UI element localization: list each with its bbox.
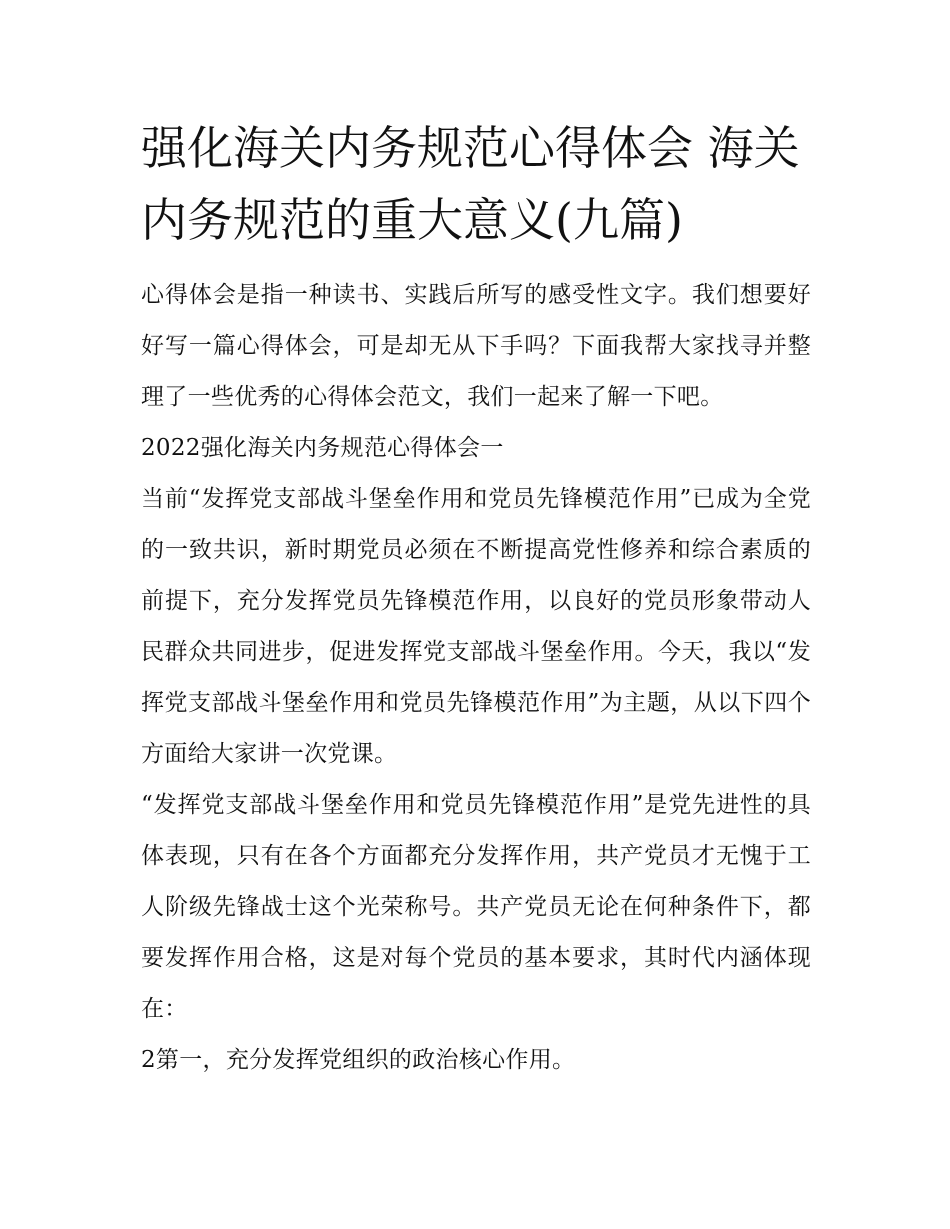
section-heading: 2022强化海关内务规范心得体会一	[141, 435, 504, 461]
body-paragraph-1: 当前“发挥党支部战斗堡垒作用和党员先锋模范作用”已成为全党的一致共识，新时期党员必须在不断提高党性修养和综合素质的前提下，充分发挥党员先锋模范作用，以良好的党员形象带动人民群众共同进步，促进发挥党支部战斗堡垒作用。今天，我以“发挥党支部战斗堡垒作用和党员先锋模范作用”为主题，从以下四个方面给大家讲一次党课。	[141, 486, 811, 767]
document-title: 强化海关内务规范心得体会 海关内务规范的重大意义(九篇)	[141, 121, 800, 247]
intro-paragraph: 心得体会是指一种读书、实践后所写的感受性文字。我们想要好好写一篇心得体会，可是却无从下手吗？下面我帮大家找寻并整理了一些优秀的心得体会范文，我们一起来了解一下吧。	[141, 282, 811, 410]
body-paragraph-2: “发挥党支部战斗堡垒作用和党员先锋模范作用”是党先进性的具体表现，只有在各个方面都充分发挥作用，共产党员才无愧于工人阶级先锋战士这个光荣称号。共产党员无论在何种条件下，都要发挥作用合格，这是对每个党员的基本要求，其时代内涵体现在：	[141, 792, 811, 1022]
body-paragraph-3: 2第一，充分发挥党组织的政治核心作用。	[141, 1047, 576, 1073]
document-page	[141, 112, 811, 1086]
